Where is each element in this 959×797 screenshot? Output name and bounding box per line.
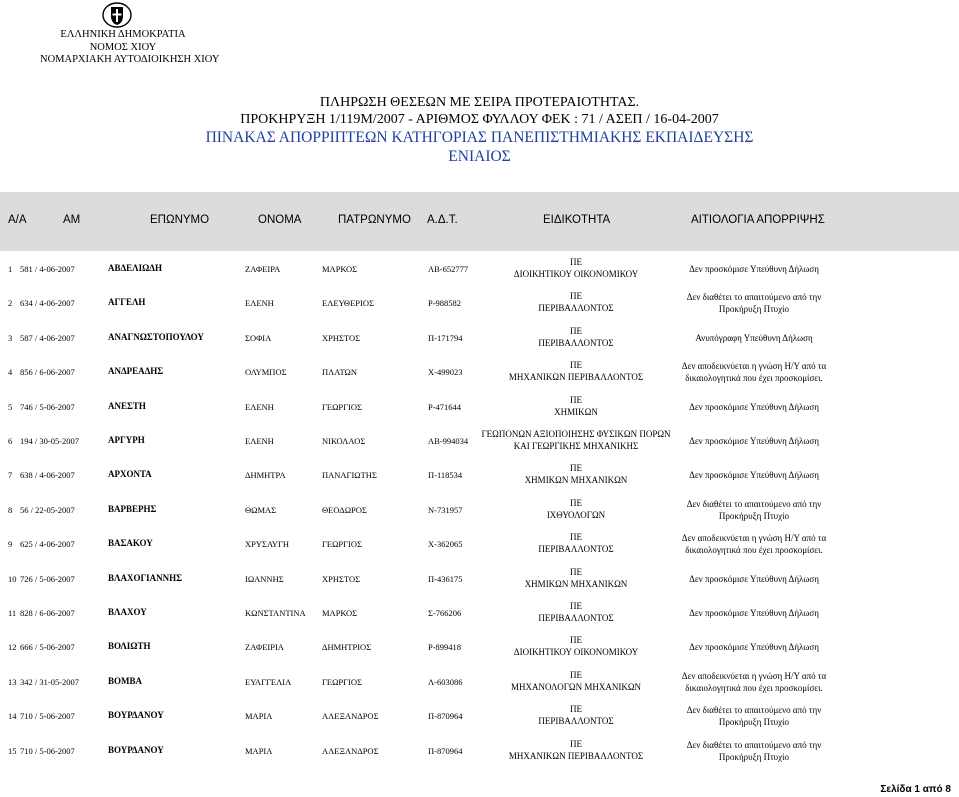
cell-specialty [478,359,674,383]
cell-id: ΑΒ-994034 [428,436,469,446]
cell-am: 638 / 4-06-2007 [20,470,75,481]
table-row [0,391,959,425]
specialty-line-1: ΠΕ [570,257,582,267]
specialty-line-2: ΠΕΡΙΒΑΛΛΟΝΤΟΣ [538,303,614,314]
reason-line-2: δικαιολογητικά που έχει προσκομίσει. [685,682,823,693]
cell-id: Π-436175 [428,573,463,584]
cell-am: 194 / 30-05-2007 [20,436,80,446]
cell-am: 581 / 4-06-2007 [20,264,75,274]
cell-surname: ΒΛΑΧΟΥ [108,607,147,617]
cell-reason [674,360,834,384]
cell-aa: 3 [8,332,13,343]
cell-am: 625 / 4-06-2007 [20,539,75,550]
reason-line-2: Προκήρυξη Πτυχίο [718,304,790,315]
cell-id: ΑΒ-652777 [428,264,469,274]
specialty-line-1: ΠΕ [570,291,582,302]
cell-reason [674,607,834,619]
cell-am: 587 / 4-06-2007 [20,332,75,343]
cell-father: ΔΗΜΗΤΡΙΟΣ [322,642,372,653]
cell-surname: ΑΡΧΟΝΤΑ [108,469,152,480]
table-row [0,735,959,769]
cell-surname: ΒΑΣΑΚΟΥ [108,538,153,549]
specialty-line-1: ΠΕ [570,601,582,611]
cell-name: ΕΛΕΝΗ [245,298,274,309]
specialty-line-1: ΠΕ [570,704,582,715]
cell-id: Λ-603086 [428,676,463,687]
title-line-1: ΠΛΗΡΩΣΗ ΘΕΣΕΩΝ ΜΕ ΣΕΙΡΑ ΠΡΟΤΕΡΑΙΟΤΗΤΑΣ. [319,95,640,110]
cell-aa: 7 [8,470,13,481]
table-row [0,597,959,631]
reason-line-1: Δεν αποδεικνύεται η γνώση Η/Υ από τα [681,670,827,681]
cell-surname: ΒΟΥΡΔΑΝΟΥ [108,710,164,721]
cell-reason [674,739,834,763]
table-row [0,563,959,597]
specialty-line-1: ΠΕ [570,566,582,577]
reason-line-2: δικαιολογητικά που έχει προσκομίσει. [685,373,823,384]
specialty-line-2: ΙΧΘΥΟΛΟΓΩΝ [546,509,606,520]
reason-line-1: Δεν προσκόμισε Υπεύθυνη Δήλωση [689,264,819,274]
authority-line: ΕΛΛΗΝΙΚΗ ΔΗΜΟΚΡΑΤΙΑ [60,29,186,40]
cell-am: 710 / 5-06-2007 [20,745,75,756]
header-aa: Α/Α [8,214,27,226]
cell-reason [674,263,834,275]
table-row [0,666,959,700]
specialty-line-1: ΠΕ [570,360,582,371]
cell-father: ΓΕΩΡΓΙΟΣ [322,539,362,550]
cell-specialty [478,634,674,658]
table-row [0,287,959,321]
cell-reason [674,641,834,653]
cell-specialty [478,462,674,486]
cell-name: ΙΩΑΝΝΗΣ [245,573,284,584]
specialty-line-1: ΓΕΩΠΟΝΩΝ ΑΞΙΟΠΟΙΗΣΗΣ ΦΥΣΙΚΩΝ ΠΟΡΩΝ [481,429,671,439]
cell-father: ΓΕΩΡΓΙΟΣ [322,676,362,687]
document-titles [0,94,959,166]
specialty-line-1: ΠΕ [570,325,582,336]
cell-id: Π-118534 [428,470,463,481]
reason-line-1: Δεν προσκόμισε Υπεύθυνη Δήλωση [689,573,819,584]
specialty-line-2: ΧΗΜΙΚΩΝ [554,406,598,417]
cell-surname: ΒΛΑΧΟΓΙΑΝΝΗΣ [108,572,183,583]
reason-line-1: Δεν διαθέτει το απαιτούμενο από την [686,739,822,750]
specialty-line-2: ΜΗΧΑΝΟΛΟΓΩΝ ΜΗΧΑΝΙΚΩΝ [510,681,642,692]
cell-reason [674,291,834,315]
specialty-line-2: ΠΕΡΙΒΑΛΛΟΝΤΟΣ [538,544,614,555]
cell-father: ΠΑΝΑΓΙΩΤΗΣ [322,470,377,481]
reason-line-2: δικαιολογητικά που έχει προσκομίσει. [685,545,823,556]
cell-name: ΕΛΕΝΗ [245,436,274,446]
cell-id: Π-171794 [428,332,463,343]
cell-reason [674,498,834,522]
cell-surname: ΑΝΑΓΝΩΣΤΟΠΟΥΛΟΥ [108,331,204,342]
cell-surname: ΑΝΔΡΕΑΔΗΣ [108,366,164,377]
cell-specialty [478,497,674,521]
cell-aa: 5 [8,401,13,412]
cell-id: Ν-731957 [428,504,463,515]
header-father: ΠΑΤΡΩΝΥΜΟ [338,214,411,226]
specialty-line-2: ΠΕΡΙΒΑΛΛΟΝΤΟΣ [538,337,614,348]
table-row [0,528,959,562]
specialty-line-2: ΧΗΜΙΚΩΝ ΜΗΧΑΝΙΚΩΝ [524,475,628,486]
cell-aa: 9 [8,539,13,550]
table-row [0,700,959,734]
cell-specialty [478,394,674,418]
specialty-line-1: ΠΕ [570,497,582,508]
cell-aa: 8 [8,504,13,515]
cell-am: 726 / 5-06-2007 [20,573,75,584]
cell-surname: ΑΒΔΕΛΙΩΔΗ [108,263,162,273]
specialty-line-1: ΠΕ [570,738,582,749]
cell-name: ΖΑΦΕΙΡΑ [245,264,281,274]
cell-father: ΝΙΚΟΛΑΟΣ [322,436,366,446]
specialty-line-2: ΜΗΧΑΝΙΚΩΝ ΠΕΡΙΒΑΛΛΟΝΤΟΣ [508,750,644,761]
greek-coat-of-arms-icon [102,2,132,28]
table-row [0,425,959,459]
cell-father: ΑΛΕΞΑΝΔΡΟΣ [322,745,379,756]
cell-father: ΧΡΗΣΤΟΣ [322,332,361,343]
title-line-2: ΠΡΟΚΗΡΥΞΗ 1/119Μ/2007 - ΑΡΙΘΜΟΣ ΦΥΛΛΟΥ ΦΕΚ : 71 / ΑΣΕΠ / 16-04-2007 [240,112,719,127]
cell-name: ΚΩΝΣΤΑΝΤΙΝΑ [245,608,306,618]
reason-line-1: Δεν διαθέτει το απαιτούμενο από την [686,292,822,303]
reason-line-1: Δεν προσκόμισε Υπεύθυνη Δήλωση [689,642,819,653]
specialty-line-1: ΠΕ [570,532,582,543]
reason-line-1: Δεν προσκόμισε Υπεύθυνη Δήλωση [689,608,819,618]
cell-surname: ΒΟΥΡΔΑΝΟΥ [108,744,164,755]
cell-reason [674,532,834,556]
cell-aa: 2 [8,298,13,309]
cell-id: Ρ-988582 [428,298,462,309]
cell-name: ΟΛΥΜΠΟΣ [245,367,287,378]
cell-surname: ΒΟΜΒΑ [108,675,143,686]
cell-name: ΖΑΦΕΙΡΙΑ [245,642,284,653]
reason-line-1: Δεν προσκόμισε Υπεύθυνη Δήλωση [689,401,819,412]
cell-am: 56 / 22-05-2007 [20,504,75,515]
cell-am: 666 / 5-06-2007 [20,642,75,653]
table-row [0,631,959,665]
cell-name: ΔΗΜΗΤΡΑ [245,470,286,481]
cell-name: ΣΟΦΙΑ [245,332,272,343]
reason-line-1: Δεν αποδεικνύεται η γνώση Η/Υ από τα [681,361,827,372]
cell-name: ΜΑΡΙΑ [245,745,273,756]
reason-line-1: Δεν προσκόμισε Υπεύθυνη Δήλωση [689,436,819,446]
cell-specialty [478,428,674,452]
reason-line-1: Δεν αποδεικνύεται η γνώση Η/Υ από τα [681,533,827,544]
authority-line: ΝΟΜΑΡΧΙΑΚΗ ΑΥΤΟΔΙΟΙΚΗΣΗ ΧΙΟΥ [40,54,220,65]
cell-reason [674,435,834,447]
cell-aa: 10 [8,573,17,584]
cell-reason [674,704,834,728]
cell-specialty [478,600,674,624]
header-adt: Α.Δ.Τ. [427,214,458,226]
cell-aa: 11 [8,608,17,618]
specialty-line-1: ΠΕ [570,463,582,474]
cell-aa: 13 [8,676,17,687]
cell-am: 856 / 6-06-2007 [20,367,75,378]
cell-aa: 6 [8,436,13,446]
issuing-authority [40,29,220,67]
reason-line-1: Δεν διαθέτει το απαιτούμενο από την [686,705,822,716]
cell-aa: 12 [8,642,17,653]
cell-specialty [478,531,674,555]
cell-id: Π-870964 [428,711,463,722]
cell-name: ΧΡΥΣΑΥΓΗ [245,539,289,550]
cell-father: ΕΛΕΥΘΕΡΙΟΣ [322,298,374,309]
cell-father: ΧΡΗΣΤΟΣ [322,573,361,584]
title-line-3: ΠΙΝΑΚΑΣ ΑΠΟΡΡΙΠΤΕΩΝ ΚΑΤΗΓΟΡΙΑΣ ΠΑΝΕΠΙΣΤΗΜΙΑΚΗΣ ΕΚΠΑΙΔΕΥΣΗΣ [205,129,754,146]
specialty-line-2: ΔΙΟΙΚΗΤΙΚΟΥ ΟΙΚΟΝΟΜΙΚΟΥ [513,647,639,658]
cell-specialty [478,669,674,693]
reason-line-1: Ανυπόγραφη Υπεύθυνη Δήλωση [695,332,813,343]
table-row [0,253,959,287]
cell-aa: 1 [8,264,13,274]
cell-father: ΜΑΡΚΟΣ [322,264,358,274]
cell-id: Χ-499023 [428,367,463,378]
cell-am: 342 / 31-05-2007 [20,676,80,687]
table-row [0,322,959,356]
reason-line-2: Προκήρυξη Πτυχίο [718,751,790,762]
cell-specialty [478,566,674,590]
specialty-line-2: ΔΙΟΙΚΗΤΙΚΟΥ ΟΙΚΟΝΟΜΙΚΟΥ [513,269,639,279]
cell-specialty [478,703,674,727]
cell-surname: ΑΓΓΕΛΗ [108,297,146,308]
header-am: ΑΜ [63,214,81,226]
cell-name: ΕΥΑΓΓΕΛΙΑ [245,676,292,687]
cell-id: Χ-362065 [428,539,463,550]
cell-am: 746 / 5-06-2007 [20,401,75,412]
cell-father: ΠΛΑΤΩΝ [322,367,358,378]
cell-id: Π-870964 [428,745,463,756]
cell-am: 710 / 5-06-2007 [20,711,75,722]
cell-father: ΘΕΟΔΩΡΟΣ [322,504,367,515]
cell-father: ΜΑΡΚΟΣ [322,608,358,618]
table-row [0,356,959,390]
specialty-line-2: ΚΑΙ ΓΕΩΡΓΙΚΗΣ ΜΗΧΑΝΙΚΗΣ [513,441,639,451]
cell-father: ΑΛΕΞΑΝΔΡΟΣ [322,711,379,722]
cell-id: Ρ-899418 [428,642,462,653]
cell-surname: ΑΝΕΣΤΗ [108,400,146,411]
cell-reason [674,332,834,344]
specialty-line-2: ΜΗΧΑΝΙΚΩΝ ΠΕΡΙΒΑΛΛΟΝΤΟΣ [508,372,644,383]
specialty-line-2: ΧΗΜΙΚΩΝ ΜΗΧΑΝΙΚΩΝ [524,578,628,589]
title-line-4: ΕΝΙΑΙΟΣ [448,148,511,165]
cell-specialty [478,290,674,314]
specialty-line-1: ΠΕ [570,635,582,646]
cell-name: ΕΛΕΝΗ [245,401,274,412]
cell-aa: 15 [8,745,17,756]
cell-specialty [478,256,674,280]
cell-surname: ΑΡΓΥΡΗ [108,435,145,445]
cell-reason [674,469,834,481]
header-reason: ΑΙΤΙΟΛΟΓΙΑ ΑΠΟΡΡΙΨΗΣ [691,214,825,226]
table-row [0,494,959,528]
table-row [0,459,959,493]
cell-am: 828 / 6-06-2007 [20,608,75,618]
header-name: ΟΝΟΜΑ [258,214,302,226]
cell-name: ΜΑΡΙΑ [245,711,273,722]
cell-surname: ΒΟΛΙΩΤΗ [108,641,151,652]
header-specialty: ΕΙΔΙΚΟΤΗΤΑ [543,214,611,226]
cell-reason [674,670,834,694]
cell-aa: 4 [8,367,13,378]
reason-line-1: Δεν διαθέτει το απαιτούμενο από την [686,498,822,509]
cell-id: Ρ-471644 [428,401,462,412]
specialty-line-1: ΠΕ [570,394,582,405]
cell-specialty [478,738,674,762]
cell-reason [674,573,834,585]
cell-am: 634 / 4-06-2007 [20,298,75,309]
specialty-line-2: ΠΕΡΙΒΑΛΛΟΝΤΟΣ [538,716,614,727]
specialty-line-1: ΠΕ [570,669,582,680]
cell-aa: 14 [8,711,17,722]
cell-surname: ΒΑΡΒΕΡΗΣ [108,503,157,514]
page-number: Σελίδα 1 από 8 [880,784,951,795]
cell-name: ΘΩΜΑΣ [245,504,277,515]
cell-reason [674,401,834,413]
header-surname: ΕΠΩΝΥΜΟ [150,214,210,226]
cell-specialty [478,325,674,349]
cell-father: ΓΕΩΡΓΙΟΣ [322,401,362,412]
cell-id: Σ-766206 [428,608,462,618]
reason-line-2: Προκήρυξη Πτυχίο [718,717,790,728]
authority-line: ΝΟΜΟΣ ΧΙΟΥ [89,41,157,53]
specialty-line-2: ΠΕΡΙΒΑΛΛΟΝΤΟΣ [538,613,614,623]
reason-line-2: Προκήρυξη Πτυχίο [718,510,790,521]
reason-line-1: Δεν προσκόμισε Υπεύθυνη Δήλωση [689,470,819,481]
